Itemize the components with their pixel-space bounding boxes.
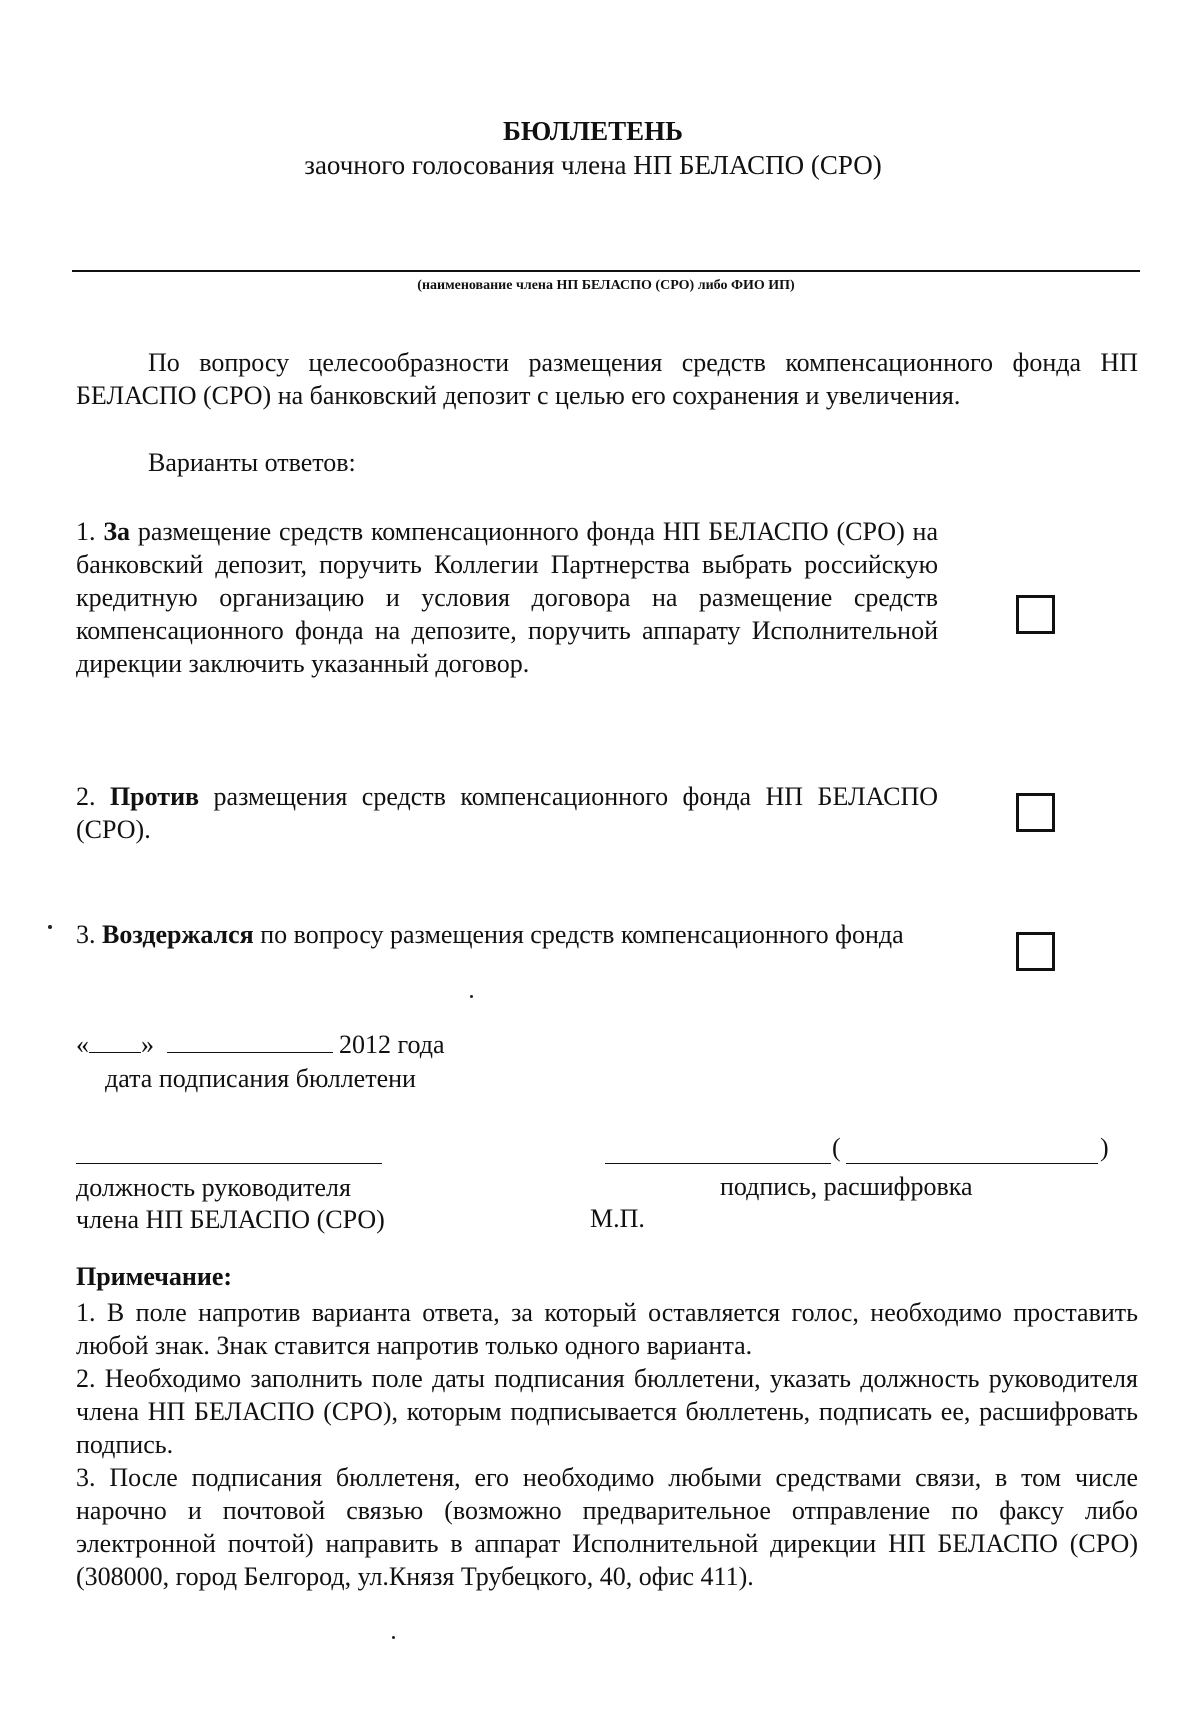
option-abstain-checkbox[interactable] bbox=[1016, 932, 1055, 971]
option-keyword: За bbox=[103, 517, 131, 546]
open-paren: ( bbox=[832, 1133, 841, 1162]
note-item: 1. В поле напротив варианта ответа, за который оставляется голос, необходимо проставить любой знак. Знак ставится напротив только одного варианта. bbox=[76, 1298, 1138, 1360]
scan-speck bbox=[48, 925, 52, 929]
close-paren: ) bbox=[1100, 1133, 1109, 1162]
position-field[interactable] bbox=[76, 1163, 382, 1164]
member-name-caption: (наименование члена НП БЕЛАСПО (СРО) либо ФИО ИП) bbox=[417, 278, 795, 293]
position-label-line-2: члена НП БЕЛАСПО (СРО) bbox=[76, 1205, 385, 1234]
month-field[interactable] bbox=[167, 1030, 333, 1053]
signature-label: подпись, расшифровка bbox=[720, 1172, 973, 1201]
signature-field[interactable] bbox=[605, 1163, 831, 1164]
note-item: 3. После подписания бюллетеня, его необходимо любыми средствами связи, в том числе нарочно и почтовой связью (возможно предварительное отправление по факсу либо электронной почтой) направить в аппарат Исполнительной дирекции НП БЕЛАСПО (СРО) (308000, город Белгород, ул.Князя Трубецкого, 40, офис 411). bbox=[76, 1463, 1138, 1591]
option-number: 2. bbox=[76, 782, 96, 811]
scan-speck bbox=[470, 995, 473, 998]
option-against bbox=[76, 780, 938, 846]
position-label-line-1: должность руководителя bbox=[76, 1173, 351, 1202]
option-keyword: Воздержался bbox=[102, 920, 254, 949]
note-title: Примечание: bbox=[76, 1262, 233, 1291]
day-field[interactable] bbox=[89, 1030, 141, 1053]
option-number: 3. bbox=[76, 920, 96, 949]
option-text: размещение средств компенсационного фонда НП БЕЛАСПО (СРО) на банковский депозит, поручить Коллегии Партнерства выбрать российскую кредитную организацию и условия договора на размещение средств компенсационного фонда на депозите, поручить аппарату Исполнительной дирекции заключить указанный договор. bbox=[76, 517, 938, 678]
option-text: размещения средств компенсационного фонда НП БЕЛАСПО (СРО). bbox=[76, 782, 938, 844]
ballot-subtitle: заочного голосования члена НП БЕЛАСПО (СРО) bbox=[304, 150, 882, 180]
name-transcript-field[interactable] bbox=[846, 1163, 1098, 1164]
stamp-label: М.П. bbox=[590, 1204, 645, 1233]
option-for-checkbox[interactable] bbox=[1016, 595, 1055, 634]
position-label bbox=[76, 1172, 385, 1236]
option-against-checkbox[interactable] bbox=[1016, 793, 1055, 832]
option-number: 1. bbox=[76, 517, 96, 546]
option-text: по вопросу размещения средств компенсационного фонда bbox=[260, 920, 904, 949]
signing-date-label: дата подписания бюллетени bbox=[105, 1064, 416, 1093]
signing-date-row bbox=[76, 1030, 445, 1060]
note-item: 2. Необходимо заполнить поле даты подписания бюллетени, указать должность руководителя члена НП БЕЛАСПО (СРО), которым подписывается бюллетень, подписать ее, расшифровать подпись. bbox=[76, 1364, 1138, 1459]
question-text: По вопросу целесообразности размещения средств компенсационного фонда НП БЕЛАСПО (СРО) на банковский депозит с целью его сохранения и увеличения. bbox=[76, 348, 1138, 410]
option-abstain bbox=[76, 918, 938, 951]
option-keyword: Против bbox=[109, 782, 200, 811]
date-open-quote: « bbox=[76, 1030, 89, 1059]
date-year: 2012 года bbox=[339, 1030, 445, 1059]
ballot-title: БЮЛЛЕТЕНЬ bbox=[502, 116, 684, 146]
date-close-quote: » bbox=[141, 1030, 154, 1059]
scan-speck bbox=[392, 1636, 395, 1639]
member-name-line[interactable] bbox=[72, 270, 1140, 272]
option-for bbox=[76, 515, 938, 680]
variants-label: Варианты ответов: bbox=[148, 448, 356, 477]
note-list bbox=[76, 1296, 1138, 1593]
